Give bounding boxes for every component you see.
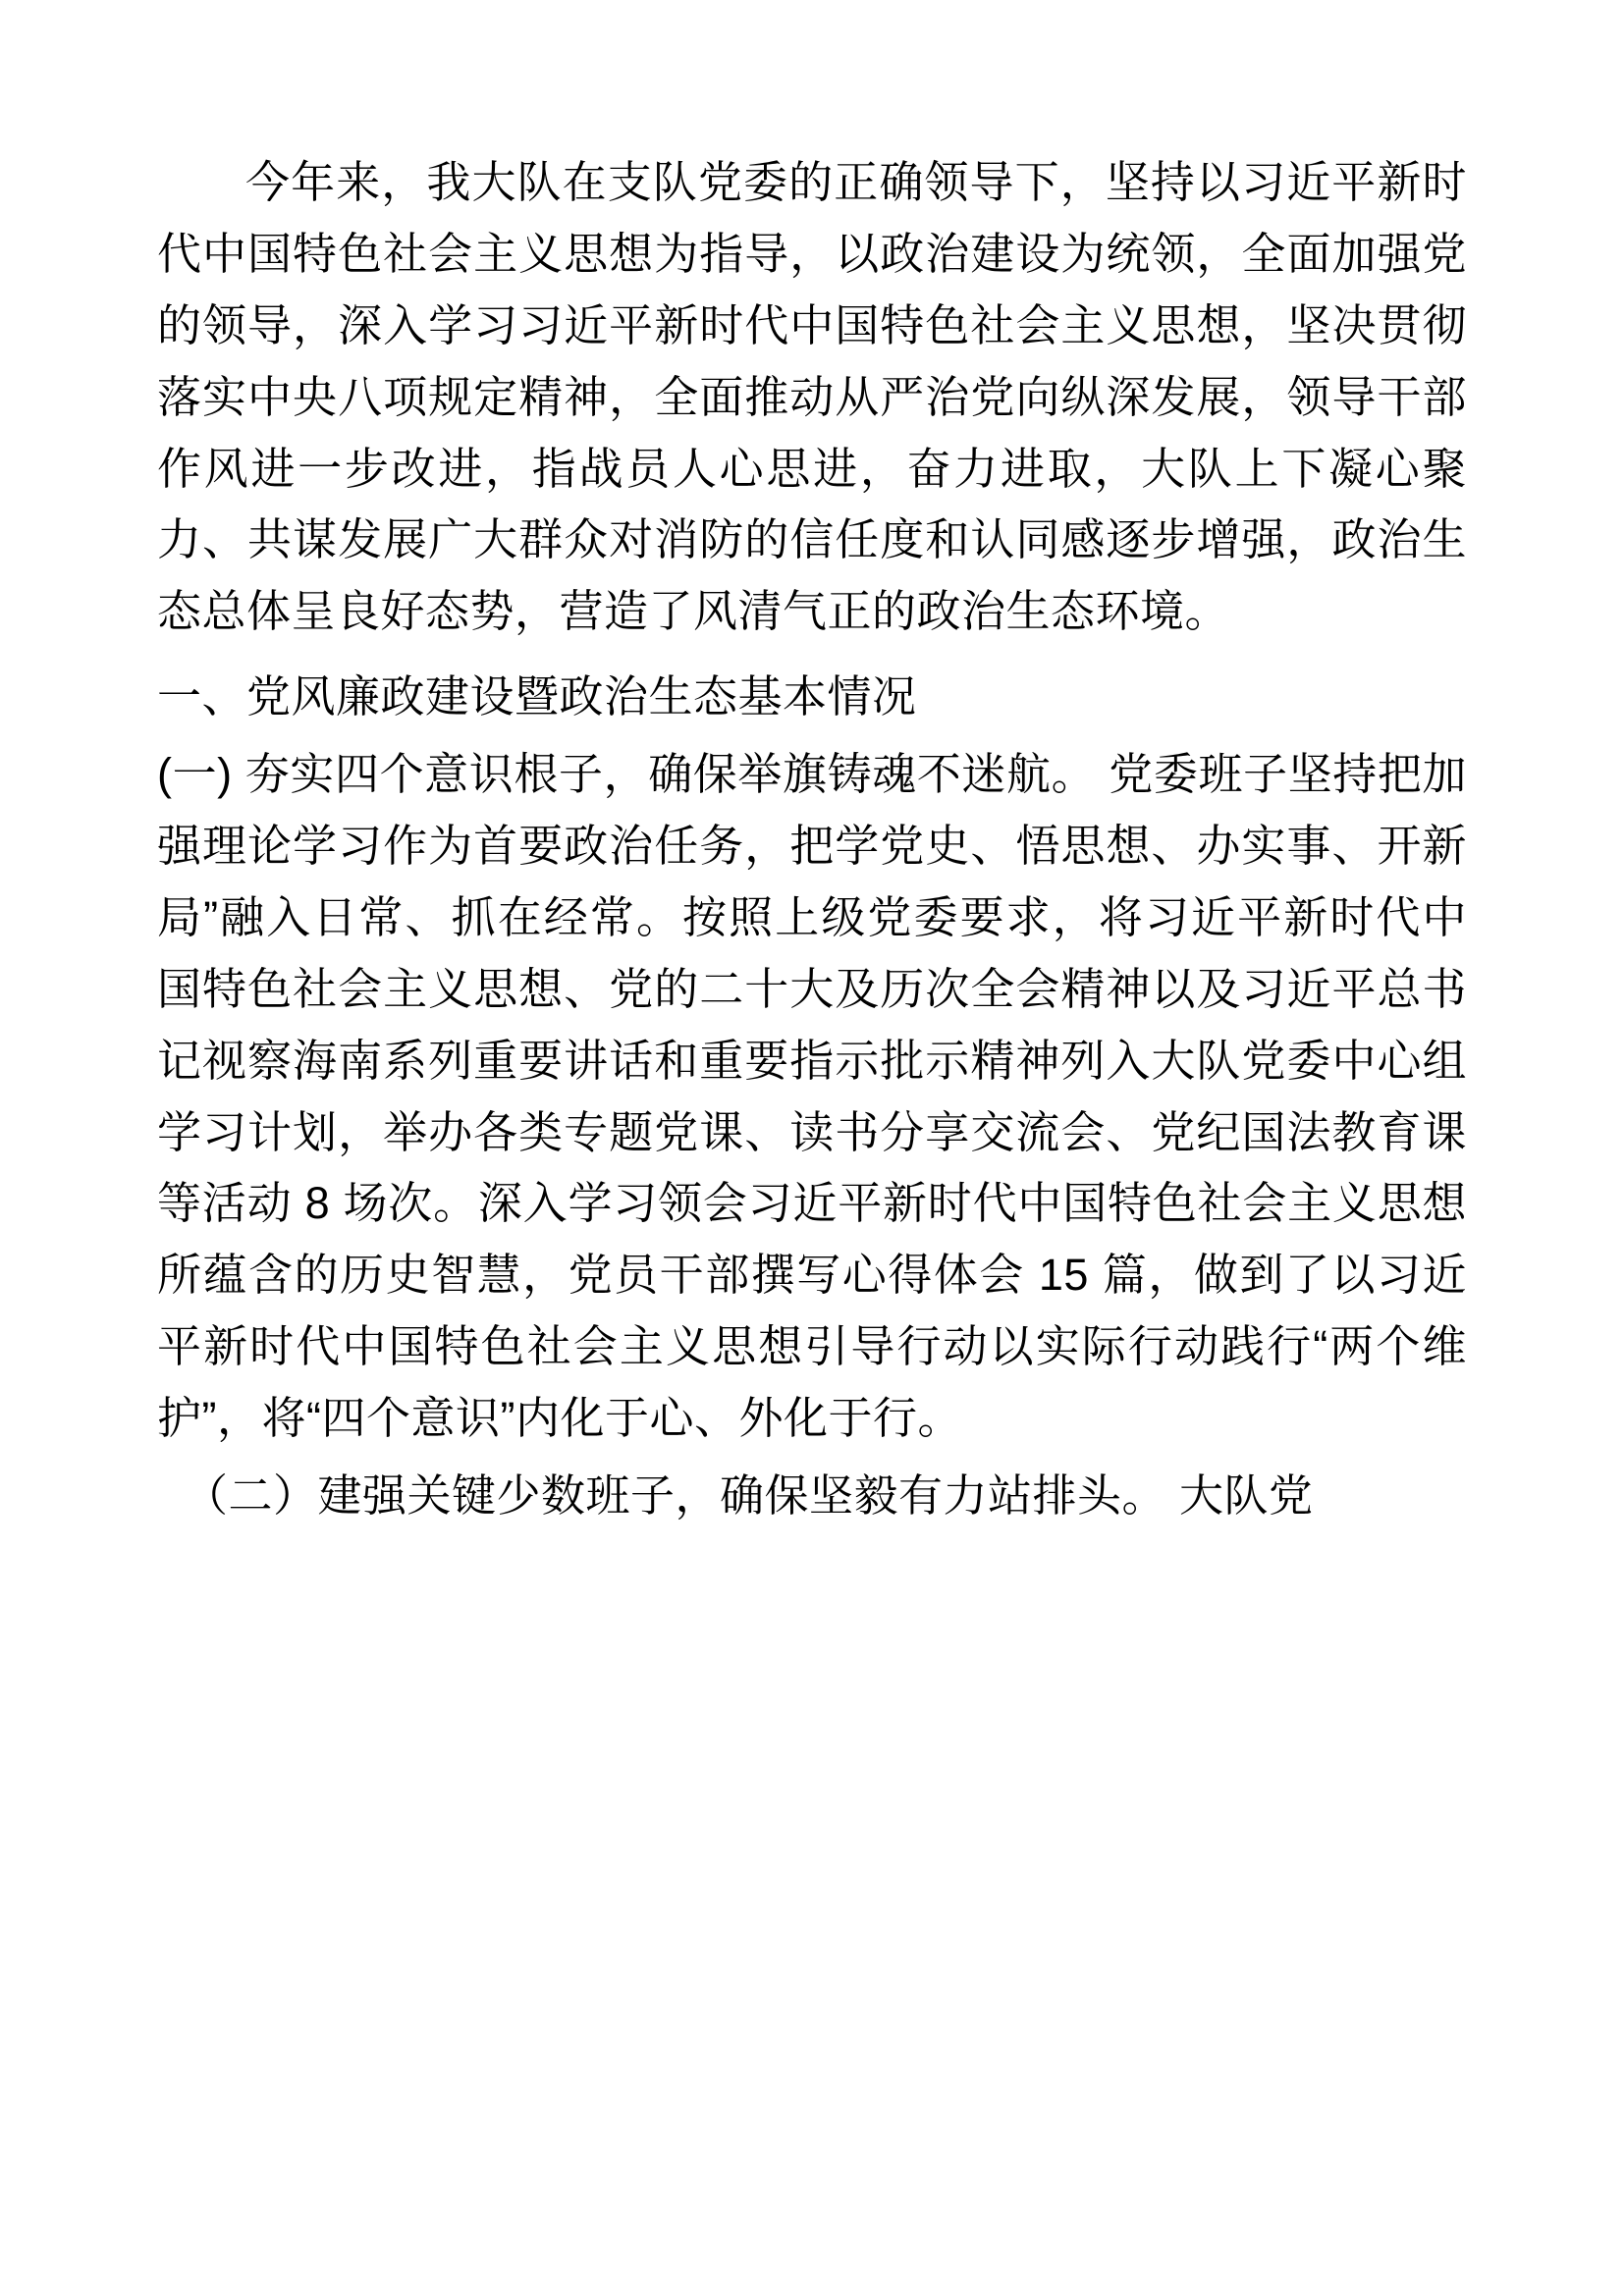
opening-paragraph: 今年来，我大队在支队党委的正确领导下，坚持以习近平新时代中国特色社会主义思想为指导，以政治建设为统领，全面加强党的领导，深入学习习近平新时代中国特色社会主义思想，坚决贯彻落实中央八项规定精神，全面推动从严治党向纵深发展，领导干部作风进一步改进，指战员人心思进，奋力进取，大队上下凝心聚力、共谋发展广大群众对消防的信任度和认同感逐步增强，政治生态总体呈良好态势，营造了风清气正的政治生态环境。 — [157, 157, 1467, 637]
section-heading-one: 一、党风廉政建设暨政治生态基本情况 — [157, 671, 917, 722]
subsection-two-paragraph: （二）建强关键少数班子，确保坚毅有力站排头。 大队党 — [184, 1470, 1314, 1522]
document-body — [157, 147, 1467, 1532]
subsection-one-paragraph: (一) 夯实四个意识根子，确保举旗铸魂不迷航。 党委班子坚持把加强理论学习作为首要政治任务，把学党史、悟思想、办实事、开新局”融入日常、抓在经常。按照上级党委要求，将习近平新时代中国特色社会主义思想、党的二十大及历次全会精神以及习近平总书记视察海南系列重要讲话和重要指示批示精神列入大队党委中心组学习计划，举办各类专题党课、读书分享交流会、党纪国法教育课等活动 8 场次。深入学习领会习近平新时代中国特色社会主义思想所蕴含的历史智慧，党员干部撰写心得体会 15 篇，做到了以习近平新时代中国特色社会主义思想引导行动以实际行动践行“两个维护”，将“四个意识”内化于心、外化于行。 — [157, 749, 1467, 1444]
